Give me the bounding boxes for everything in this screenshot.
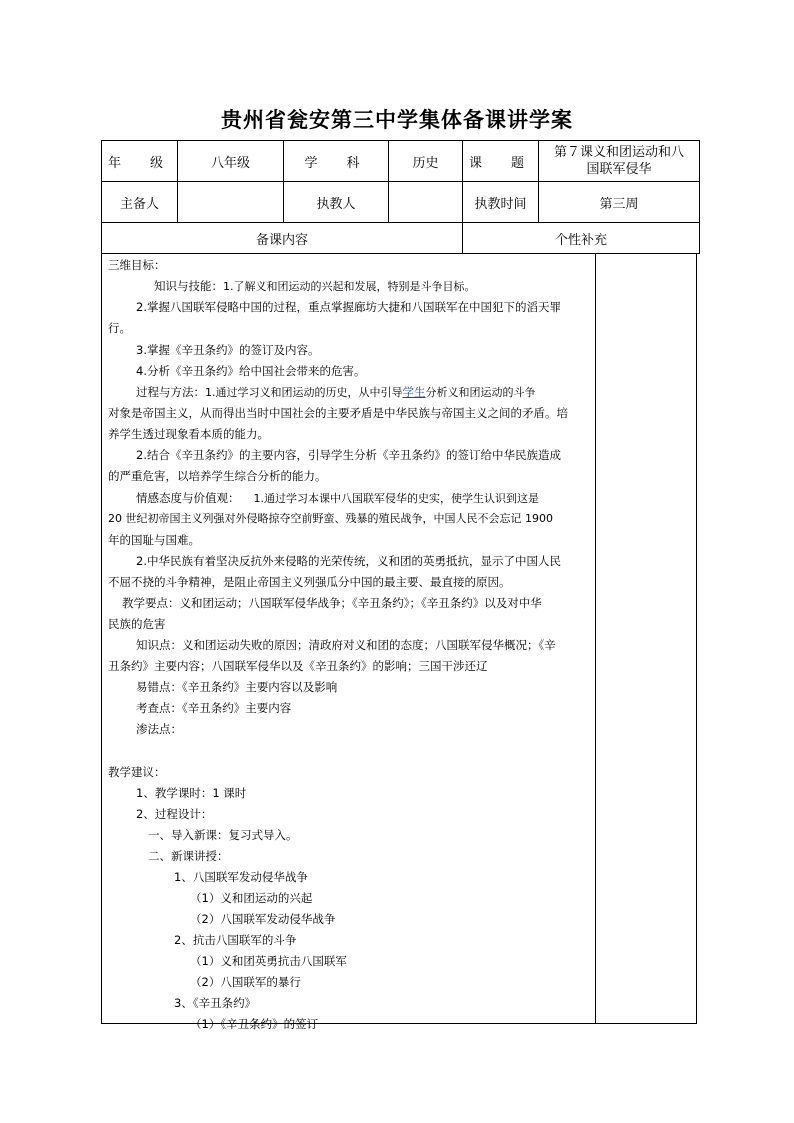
content-area	[101, 254, 697, 1031]
section-2-item-1: （1）义和团英勇抗击八国联军	[190, 954, 347, 968]
section-1: 1、八国联军发动侵华战争	[174, 870, 308, 884]
knowledge-points-cont: 丑条约》主要内容；八国联军侵华以及《辛丑条约》的影响；三国干涉还辽	[108, 659, 488, 673]
process-method-cont-1: 对象是帝国主义，从而得出当时中国社会的主要矛盾是中华民族与帝国主义之间的矛盾。培	[108, 406, 568, 420]
column-divider	[595, 254, 596, 1023]
document-title: 贵州省瓮安第三中学集体备课讲学案	[221, 107, 573, 132]
teacher-value	[389, 182, 463, 223]
process-method-cont-2: 养学生透过现象看本质的能力。	[108, 427, 269, 441]
knowledge-item-3: 3.掌握《辛丑条约》的签订及内容。	[136, 343, 320, 357]
attitude-values-cont-2: 年的国耻与国难。	[108, 533, 200, 547]
topic-value-line-2: 国联军侵华	[586, 162, 652, 177]
attitude-values-cont-1: 20 世纪初帝国主义列强对外侵略掠夺空前野蛮、残暴的殖民战争，中国人民不会忘记 1900	[108, 512, 553, 525]
knowledge-points: 知识点：义和团运动失败的原因；清政府对义和团的态度；八国联军侵华概况；《辛	[136, 638, 556, 652]
error-prone-points: 易错点：《辛丑条约》主要内容以及影响	[136, 680, 338, 694]
teaching-points-cont: 民族的危害	[108, 617, 166, 631]
process-method-text-2: 分析义和团运动的斗争	[425, 386, 536, 399]
process-method-item-2: 2.结合《辛丑条约》的主要内容，引导学生分析《辛丑条约》的签订给中华民族造成	[136, 448, 561, 462]
header-table	[101, 140, 700, 254]
teaching-points: 教学要点：义和团运动；八国联军侵华战争；《辛丑条约》；《辛丑条约》以及对中华	[122, 596, 542, 610]
subject-label: 学 科	[284, 141, 389, 182]
topic-value-line-1: 第７课义和团运动和八	[553, 145, 684, 160]
infiltration-points: 渗法点：	[136, 722, 182, 736]
section-1-item-2: （2）八国联军发动侵华战争	[190, 912, 336, 926]
process-method-text-1: 1.通过学习义和团运动的历史，从中引导	[205, 386, 403, 399]
process-method-label: 过程与方法：	[136, 385, 205, 399]
teacher-label: 执教人	[284, 182, 389, 223]
new-lesson-teaching: 二、新课讲授：	[148, 849, 229, 863]
knowledge-item-2-cont: 行。	[108, 321, 131, 335]
attitude-values-text: 1.通过学习本课中八国联军侵华的史实，使学生认识到这是	[253, 492, 539, 505]
knowledge-item-4: 4.分析《辛丑条约》给中国社会带来的危害。	[136, 364, 366, 378]
time-value: 第三周	[539, 182, 700, 223]
process-design: 2、过程设计：	[136, 807, 213, 821]
intro-new-lesson: 一、导入新课：复习式导入。	[148, 828, 298, 842]
main-preparer-value	[178, 182, 284, 223]
section-2-item-2: （2）八国联军的暴行	[190, 975, 301, 989]
exam-points: 考查点：《辛丑条约》主要内容	[136, 701, 292, 715]
subject-value: 历史	[389, 141, 463, 182]
section-3: 3、《辛丑条约》	[174, 996, 257, 1010]
attitude-values-line	[136, 491, 539, 506]
topic-label: 课 题	[463, 141, 539, 182]
section-1-item-1: （1）义和团运动的兴起	[190, 891, 313, 905]
class-hours: 1、教学课时：1 课时	[136, 786, 247, 800]
student-link[interactable]: 学生	[402, 385, 426, 399]
grade-value: 八年级	[178, 141, 284, 182]
topic-value	[539, 141, 700, 182]
knowledge-item-2: 2.掌握八国联军侵略中国的过程，重点掌握廊坊大捷和八国联军在中国犯下的滔天罪	[136, 300, 561, 314]
knowledge-skills-item-1: 1.了解义和团运动的兴起和发展，特别是斗争目标。	[223, 280, 476, 293]
main-preparer-label: 主备人	[102, 182, 178, 223]
teaching-suggestions-heading: 教学建议：	[108, 765, 166, 779]
grade-label: 年 级	[102, 141, 178, 182]
process-method-line	[136, 385, 536, 400]
knowledge-skills-label: 知识与技能：	[154, 279, 223, 293]
three-dimension-goals-heading: 三维目标：	[108, 258, 166, 272]
attitude-values-label: 情感态度与价值观：	[136, 491, 240, 505]
content-header: 备课内容	[102, 223, 463, 254]
attitude-values-item-2-cont: 不屈不挠的斗争精神，是阻止帝国主义列强瓜分中国的最主要、最直接的原因。	[108, 575, 511, 589]
section-2: 2、抗击八国联军的斗争	[174, 933, 297, 947]
knowledge-skills-line	[154, 279, 476, 294]
process-method-item-2-cont: 的严重危害，以培养学生综合分析的能力。	[108, 469, 327, 483]
time-label: 执教时间	[463, 182, 539, 223]
attitude-values-item-2: 2.中华民族有着坚决反抗外来侵略的光荣传统，义和团的英勇抵抗，显示了中国人民	[136, 554, 561, 568]
supplement-header: 个性补充	[463, 223, 700, 254]
section-3-item-1: （1）《辛丑条约》的签订	[190, 1017, 319, 1031]
